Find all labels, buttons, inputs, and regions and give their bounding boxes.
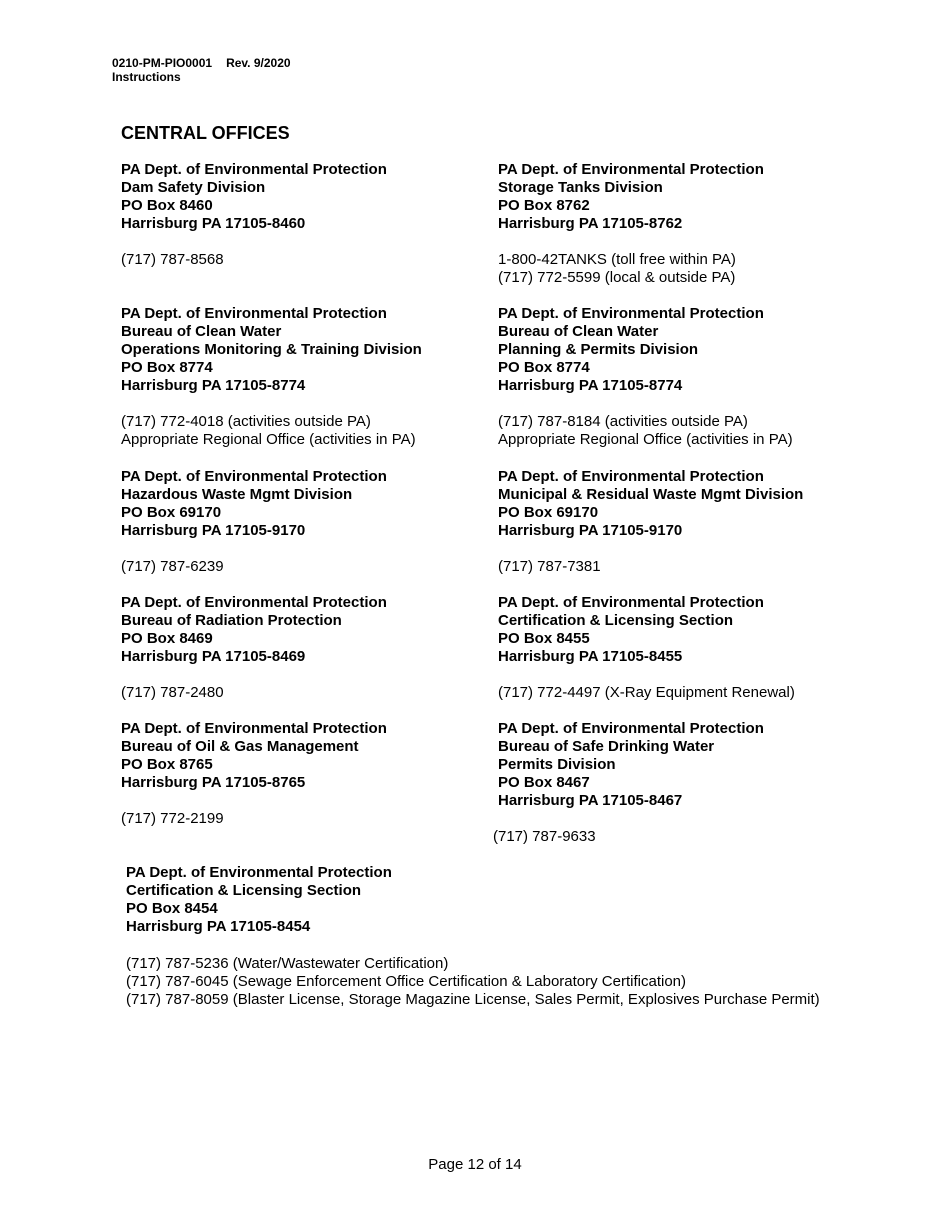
address-line: PA Dept. of Environmental Protection <box>498 161 764 178</box>
address-line: Dam Safety Division <box>121 179 266 196</box>
address-line: PO Box 8762 <box>498 197 590 214</box>
phone-line: (717) 787-6239 <box>121 558 224 575</box>
address-line: Harrisburg PA 17105-8765 <box>121 774 306 791</box>
address-line: Bureau of Safe Drinking Water <box>498 738 715 755</box>
header-line-1 <box>112 56 291 70</box>
office-dam-safety-address <box>121 161 387 233</box>
address-line: PO Box 8774 <box>498 359 590 376</box>
phone-line: 1-800-42TANKS (toll free within PA) <box>498 251 736 268</box>
address-line: Bureau of Clean Water <box>121 323 282 340</box>
phone-line: (717) 772-4497 (X-Ray Equipment Renewal) <box>498 684 795 701</box>
office-clean-water-permits-address <box>498 305 764 395</box>
address-line: Harrisburg PA 17105-9170 <box>121 522 306 539</box>
office-safe-drinking-water-phones <box>493 828 596 846</box>
phone-line: Appropriate Regional Office (activities in PA) <box>121 431 416 448</box>
office-safe-drinking-water-address <box>498 720 764 810</box>
address-line: Operations Monitoring & Training Division <box>121 341 422 358</box>
office-radiation-phones <box>121 684 224 702</box>
office-radiation-address <box>121 594 387 666</box>
address-line: PO Box 8467 <box>498 774 590 791</box>
phone-line: (717) 787-7381 <box>498 558 601 575</box>
office-clean-water-ops-phones <box>121 413 416 449</box>
form-id: 0210-PM-PIO0001 <box>112 56 213 70</box>
phone-line: (717) 787-5236 (Water/Wastewater Certification) <box>126 955 449 972</box>
revision: Rev. 9/2020 <box>226 56 291 70</box>
phone-line: (717) 787-8184 (activities outside PA) <box>498 413 748 430</box>
address-line: PA Dept. of Environmental Protection <box>121 468 387 485</box>
section-title: CENTRAL OFFICES <box>121 123 290 143</box>
phone-line: (717) 787-8059 (Blaster License, Storage Magazine License, Sales Permit, Explosives Purchase Permit) <box>126 991 820 1008</box>
phone-line: (717) 787-6045 (Sewage Enforcement Office Certification & Laboratory Certification) <box>126 973 687 990</box>
address-line: Harrisburg PA 17105-8774 <box>498 377 683 394</box>
address-line: PO Box 8460 <box>121 197 213 214</box>
doc-type: Instructions <box>112 70 181 84</box>
address-line: Permits Division <box>498 756 616 773</box>
address-line: Harrisburg PA 17105-8460 <box>121 215 306 232</box>
address-line: PO Box 69170 <box>121 504 222 521</box>
address-line: PA Dept. of Environmental Protection <box>121 720 387 737</box>
phone-line: (717) 772-5599 (local & outside PA) <box>498 269 736 286</box>
address-line: PA Dept. of Environmental Protection <box>498 720 764 737</box>
address-line: PA Dept. of Environmental Protection <box>121 161 387 178</box>
office-dam-safety-phones <box>121 251 224 269</box>
address-line: Harrisburg PA 17105-9170 <box>498 522 683 539</box>
address-line: PA Dept. of Environmental Protection <box>498 468 764 485</box>
address-line: Municipal & Residual Waste Mgmt Division <box>498 486 804 503</box>
office-clean-water-permits-phones <box>498 413 793 449</box>
office-storage-tanks-phones <box>498 251 736 287</box>
office-municipal-waste-address <box>498 468 803 540</box>
office-hazardous-waste-address <box>121 468 387 540</box>
address-line: Bureau of Radiation Protection <box>121 612 342 629</box>
address-line: Hazardous Waste Mgmt Division <box>121 486 353 503</box>
phone-line: Appropriate Regional Office (activities in PA) <box>498 431 793 448</box>
phone-line: (717) 787-2480 <box>121 684 224 701</box>
address-line: Harrisburg PA 17105-8774 <box>121 377 306 394</box>
office-storage-tanks-address <box>498 161 764 233</box>
address-line: PO Box 8469 <box>121 630 213 647</box>
address-line: PO Box 69170 <box>498 504 599 521</box>
office-certification-8455-phones <box>498 684 795 702</box>
phone-line: (717) 787-8568 <box>121 251 224 268</box>
address-line: Bureau of Clean Water <box>498 323 659 340</box>
office-oil-gas-phones <box>121 810 224 828</box>
office-certification-8455-address <box>498 594 764 666</box>
phone-line: (717) 772-4018 (activities outside PA) <box>121 413 371 430</box>
address-line: Planning & Permits Division <box>498 341 699 358</box>
office-hazardous-waste-phones <box>121 558 224 576</box>
phone-line: (717) 787-9633 <box>493 828 596 845</box>
address-line: Harrisburg PA 17105-8469 <box>121 648 306 665</box>
page-number: Page 12 of 14 <box>428 1156 522 1173</box>
address-line: Harrisburg PA 17105-8467 <box>498 792 683 809</box>
phone-line: (717) 772-2199 <box>121 810 224 827</box>
address-line: Harrisburg PA 17105-8454 <box>126 918 311 935</box>
address-line: PA Dept. of Environmental Protection <box>498 305 764 322</box>
address-line: PA Dept. of Environmental Protection <box>121 305 387 322</box>
address-line: PO Box 8774 <box>121 359 213 376</box>
address-line: PA Dept. of Environmental Protection <box>121 594 387 611</box>
office-clean-water-ops-address <box>121 305 422 395</box>
address-line: Harrisburg PA 17105-8455 <box>498 648 683 665</box>
document-header <box>112 56 291 84</box>
address-line: Certification & Licensing Section <box>498 612 734 629</box>
address-line: Certification & Licensing Section <box>126 882 362 899</box>
office-certification-8454-phones <box>126 955 820 1009</box>
address-line: Storage Tanks Division <box>498 179 663 196</box>
office-certification-8454-address <box>126 864 392 936</box>
address-line: Bureau of Oil & Gas Management <box>121 738 359 755</box>
address-line: PO Box 8765 <box>121 756 213 773</box>
address-line: PA Dept. of Environmental Protection <box>126 864 392 881</box>
address-line: PA Dept. of Environmental Protection <box>498 594 764 611</box>
address-line: PO Box 8455 <box>498 630 590 647</box>
office-oil-gas-address <box>121 720 387 792</box>
address-line: Harrisburg PA 17105-8762 <box>498 215 683 232</box>
office-municipal-waste-phones <box>498 558 601 576</box>
address-line: PO Box 8454 <box>126 900 218 917</box>
